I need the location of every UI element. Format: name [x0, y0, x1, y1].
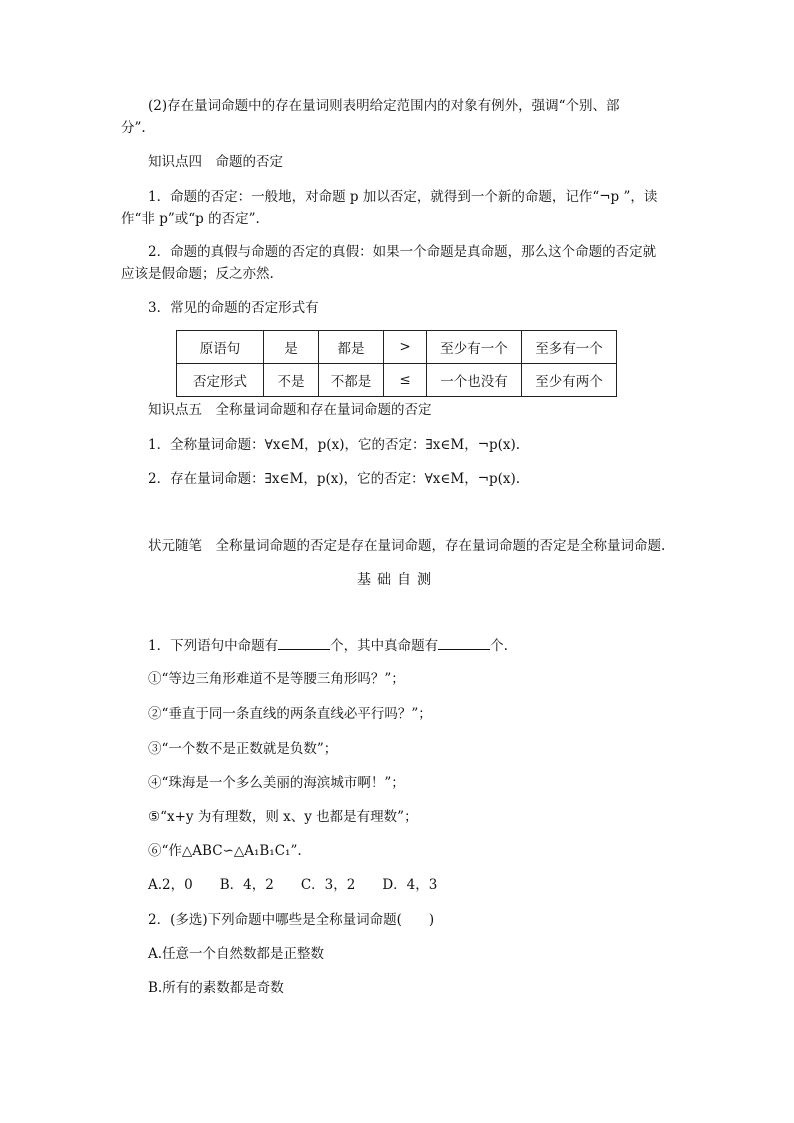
table-cell: ≤ — [384, 364, 427, 397]
table-cell: 都是 — [319, 331, 384, 364]
answer-blank-1[interactable] — [278, 635, 330, 650]
q1-item-2: ②“垂直于同一条直线的两条直线必平行吗？”； — [148, 706, 432, 722]
q1-item-1: ①“等边三角形难道不是等腰三角形吗？”； — [148, 671, 405, 687]
kp5-heading: 知识点五 全称量词命题和存在量词命题的否定 — [148, 402, 432, 418]
q1-item-5: ⑤“x+y 为有理数，则 x、y 也都是有理数”； — [148, 809, 418, 825]
kp4-p3: 3．常见的命题的否定形式有 — [148, 300, 319, 316]
kp4-p1-line1: 1．命题的否定：一般地，对命题 p 加以否定，就得到一个新的命题，记作“¬p ”，读 — [148, 189, 658, 205]
table-cell: 一个也没有 — [427, 364, 522, 397]
table-cell: 不是 — [264, 364, 319, 397]
table-row — [177, 364, 617, 397]
section-title: 基础自测 — [357, 572, 437, 588]
table-cell: 不都是 — [319, 364, 384, 397]
exist-note-line1: (2)存在量词命题中的存在量词则表明给定范围内的对象有例外，强调“个别、部 — [148, 98, 620, 114]
answer-blank-2[interactable] — [438, 635, 490, 650]
table-cell: 是 — [264, 331, 319, 364]
table-cell: 否定形式 — [177, 364, 264, 397]
q2-option-b: B.所有的素数都是奇数 — [148, 980, 284, 996]
table-cell: 至多有一个 — [522, 331, 617, 364]
table-cell: 至少有两个 — [522, 364, 617, 397]
q1-options: A.2，0 B．4，2 C．3，2 D．4，3 — [148, 877, 438, 893]
study-note: 状元随笔 全称量词命题的否定是存在量词命题，存在量词命题的否定是全称量词命题. — [148, 538, 666, 554]
q1-item-6: ⑥“作△ABC∽△A₁B₁C₁”. — [148, 843, 302, 859]
kp5-p2: 2．存在量词命题：∃x∈M，p(x)，它的否定：∀x∈M，¬p(x). — [148, 471, 521, 487]
kp4-p2-line2: 应该是假命题；反之亦然. — [121, 266, 274, 282]
q1-item-3: ③“一个数不是正数就是负数”； — [148, 741, 338, 757]
negation-table — [176, 330, 617, 397]
table-cell: 原语句 — [177, 331, 264, 364]
q2-stem: 2．(多选)下列命题中哪些是全称量词命题( ) — [148, 912, 435, 928]
kp4-p1-line2: 作“非 p”或“p 的否定”. — [121, 211, 260, 227]
q1-stem-a: 1．下列语句中命题有 — [148, 638, 279, 654]
q1-item-4: ④“珠海是一个多么美丽的海滨城市啊！”； — [148, 775, 405, 791]
kp4-p2-line1: 2．命题的真假与命题的否定的真假：如果一个命题是真命题，那么这个命题的否定就 — [148, 244, 657, 260]
q1-stem-c: 个. — [490, 638, 508, 654]
table-row — [177, 331, 617, 364]
table-cell: > — [384, 331, 427, 364]
q1-stem — [148, 635, 508, 656]
table-cell: 至少有一个 — [427, 331, 522, 364]
kp5-p1: 1．全称量词命题：∀x∈M，p(x)，它的否定：∃x∈M，¬p(x). — [148, 437, 521, 453]
q1-stem-b: 个，其中真命题有 — [330, 638, 439, 654]
exist-note-line2: 分”. — [121, 120, 146, 136]
kp4-heading: 知识点四 命题的否定 — [148, 154, 283, 170]
q2-option-a: A.任意一个自然数都是正整数 — [148, 946, 325, 962]
